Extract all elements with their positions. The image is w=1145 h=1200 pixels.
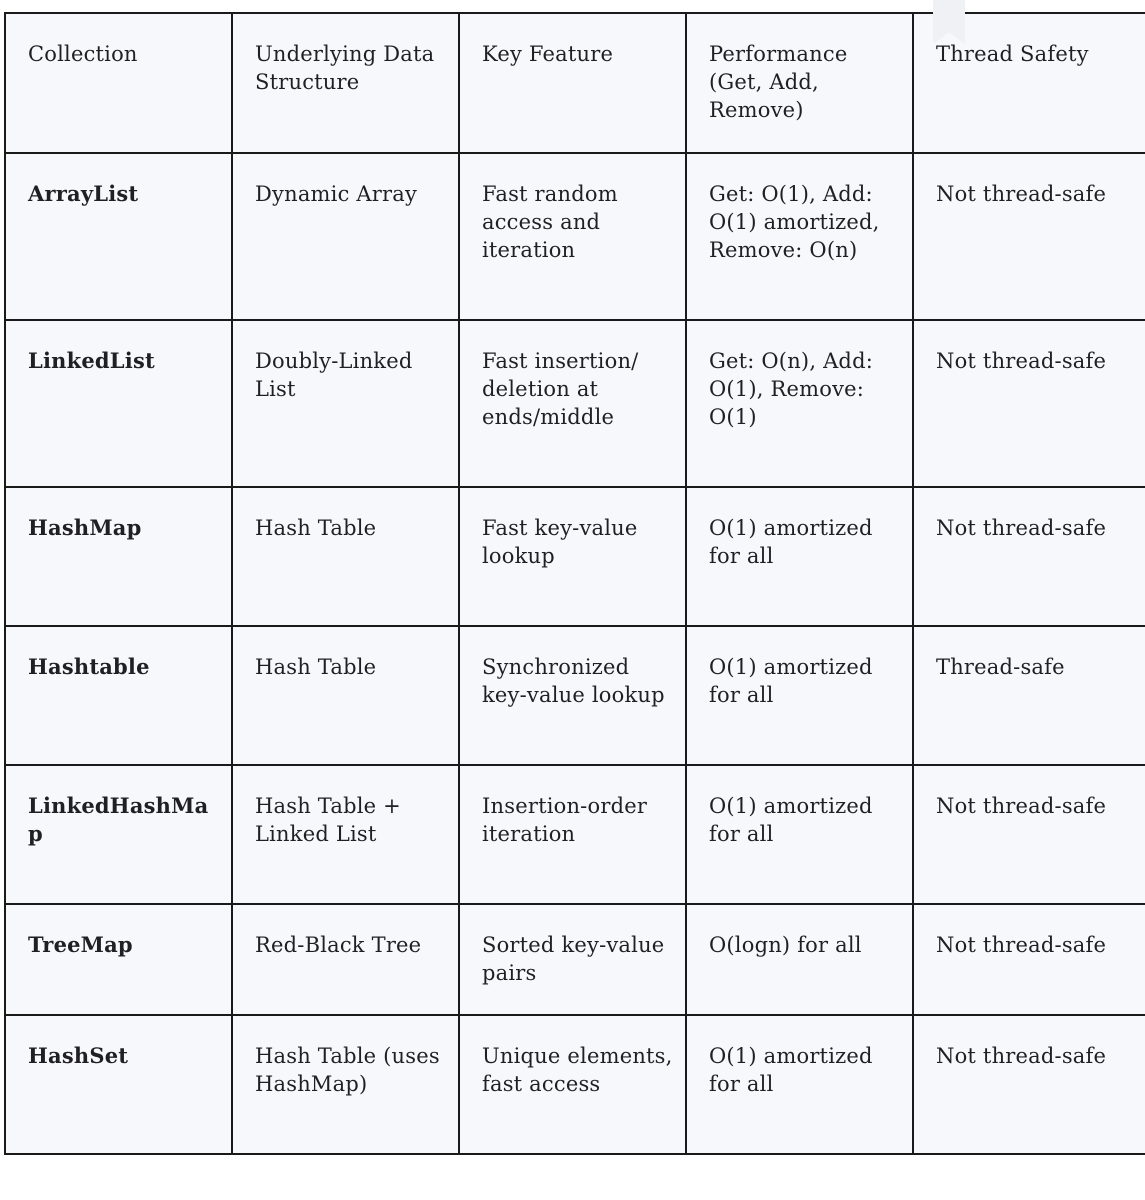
cell-collection: LinkedHashMap: [5, 765, 232, 904]
cell-key-feature: Synchronized key-value lookup: [459, 626, 686, 765]
cell-collection: ArrayList: [5, 153, 232, 320]
cell-collection: HashMap: [5, 487, 232, 626]
cell-thread-safety: Not thread-safe: [913, 1015, 1145, 1154]
cell-performance: O(1) amortized for all: [686, 765, 913, 904]
header-underlying-data-structure: Underlying Data Structure: [232, 13, 459, 153]
cell-thread-safety: Not thread-safe: [913, 153, 1145, 320]
cell-key-feature: Fast key-value lookup: [459, 487, 686, 626]
cell-thread-safety: Not thread-safe: [913, 904, 1145, 1015]
header-thread-safety: Thread Safety: [913, 13, 1145, 153]
cell-thread-safety: Thread-safe: [913, 626, 1145, 765]
cell-data-structure: Dynamic Array: [232, 153, 459, 320]
cell-key-feature: Insertion-order iteration: [459, 765, 686, 904]
table-row: [5, 320, 1145, 487]
cell-data-structure: Hash Table (uses HashMap): [232, 1015, 459, 1154]
collections-comparison-table: [4, 12, 1145, 1155]
header-performance: Performance (Get, Add, Remove): [686, 13, 913, 153]
cell-thread-safety: Not thread-safe: [913, 320, 1145, 487]
cell-performance: O(1) amortized for all: [686, 1015, 913, 1154]
cell-collection: HashSet: [5, 1015, 232, 1154]
cell-thread-safety: Not thread-safe: [913, 487, 1145, 626]
cell-data-structure: Hash Table: [232, 487, 459, 626]
header-key-feature: Key Feature: [459, 13, 686, 153]
cell-performance: Get: O(n), Add: O(1), Remove: O(1): [686, 320, 913, 487]
cell-performance: O(1) amortized for all: [686, 626, 913, 765]
table-row: [5, 904, 1145, 1015]
table-header-row: [5, 13, 1145, 153]
bookmark-icon[interactable]: [925, 0, 965, 44]
cell-data-structure: Hash Table + Linked List: [232, 765, 459, 904]
table-row: [5, 765, 1145, 904]
cell-data-structure: Red-Black Tree: [232, 904, 459, 1015]
cell-thread-safety: Not thread-safe: [913, 765, 1145, 904]
comparison-table-wrapper: [4, 12, 1107, 1155]
table-row: [5, 626, 1145, 765]
cell-collection: LinkedList: [5, 320, 232, 487]
cell-key-feature: Unique elements, fast access: [459, 1015, 686, 1154]
header-collection: Collection: [5, 13, 232, 153]
cell-key-feature: Sorted key-value pairs: [459, 904, 686, 1015]
table-row: [5, 153, 1145, 320]
cell-performance: O(logn) for all: [686, 904, 913, 1015]
cell-data-structure: Doubly-Linked List: [232, 320, 459, 487]
cell-performance: Get: O(1), Add: O(1) amortized, Remove: O(n): [686, 153, 913, 320]
cell-key-feature: Fast random access and iteration: [459, 153, 686, 320]
cell-collection: TreeMap: [5, 904, 232, 1015]
table-row: [5, 487, 1145, 626]
table-row: [5, 1015, 1145, 1154]
cell-key-feature: Fast insertion/ deletion at ends/middle: [459, 320, 686, 487]
cell-data-structure: Hash Table: [232, 626, 459, 765]
cell-collection: Hashtable: [5, 626, 232, 765]
cell-performance: O(1) amortized for all: [686, 487, 913, 626]
